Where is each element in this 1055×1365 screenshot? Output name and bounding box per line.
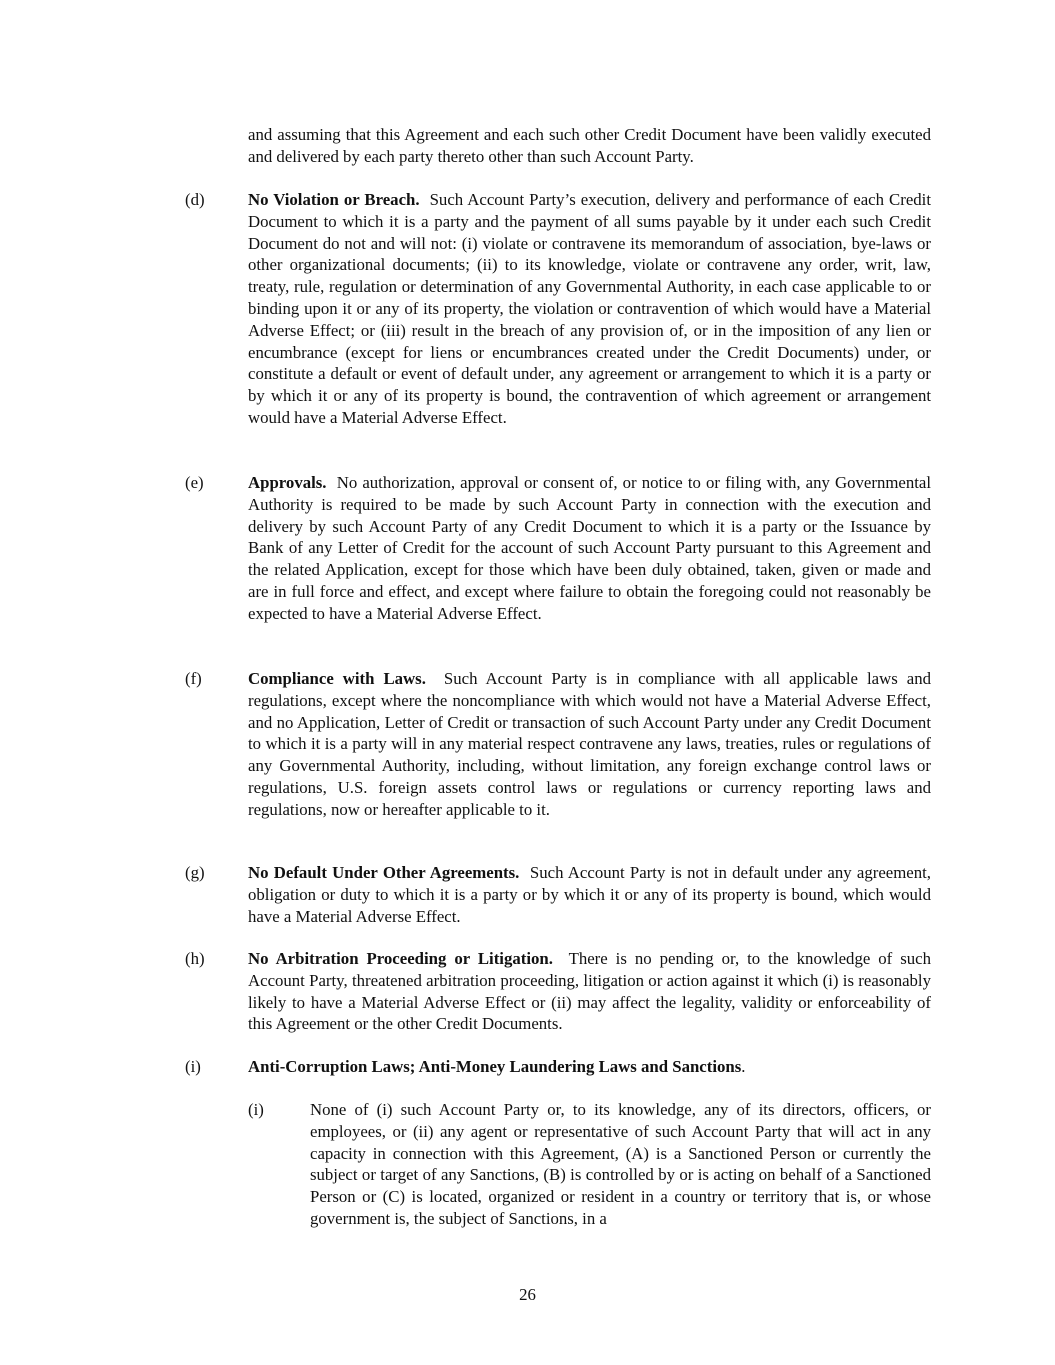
section-g-body: Such Account Party is not in default under any agreement, obligation or duty to which it is a party or by which it or any of its property is bound, which would have a Material Adverse Effect. [248, 863, 932, 926]
section-g-heading: No Default Under Other Agreements. [248, 863, 520, 882]
section-f-heading: Compliance with Laws. [248, 669, 426, 688]
section-label-h: (h) [185, 949, 205, 968]
subsection-i [310, 1099, 931, 1230]
section-label-f: (f) [185, 669, 202, 688]
section-h-body: There is no pending or, to the knowledge of such Account Party, threatened arbitration proceeding, litigation or action against it which (i) is reasonably likely to have a Material Adverse Effect or (ii) may affect the legality, validity or enforceability of this Agreement or the other Credit Documents. [248, 949, 931, 1034]
subsection-i-text: None of (i) such Account Party or, to its knowledge, any of its directors, officers, or employees, or (ii) any agent or representative of such Account Party that will act in any capacity in connection with this Agreement, (A) is a Sanctioned Person or currently the subject or target of any Sanctions, (B) is controlled by or is acting on behalf of a Sanctioned Person or (C) is located, organized or resident in a country or territory that is, or whose government is, the subject of Sanctions, in a [310, 1100, 931, 1228]
section-e-text [248, 472, 931, 625]
section-i-body: . [741, 1057, 746, 1076]
section-i-text [248, 1056, 931, 1078]
section-f-body: Such Account Party is in compliance with all applicable laws and regulations, except where the noncompliance with which would not have a Material Adverse Effect, and no Application, Letter of Credit or transaction of such Account Party under any Credit Document to which it is a party will in any material respect contravene any laws, treaties, rules or regulations of any Governmental Authority, including, without limitation, any foreign exchange control laws or regulations, U.S. foreign assets control laws or regulations or currency reporting laws and regulations, now or hereafter applicable to it. [248, 669, 932, 819]
section-d [248, 189, 931, 429]
section-g-text [248, 862, 931, 927]
section-f [248, 668, 931, 821]
section-e-heading: Approvals. [248, 473, 327, 492]
section-label-i: (i) [185, 1057, 201, 1076]
intro-text: and assuming that this Agreement and each such other Credit Document have been validly executed and delivered by each party thereto other than such Account Party. [248, 125, 931, 166]
page-number: 26 [519, 1285, 536, 1304]
section-i [248, 1056, 931, 1078]
intro-paragraph [248, 124, 931, 168]
subsection-label-i: (i) [248, 1100, 264, 1119]
section-f-text [248, 668, 931, 821]
section-d-body: Such Account Party’s execution, delivery and performance of each Credit Document to which it is a party and the payment of all sums payable by it under each such Credit Document do not and will not: (i) violate or contravene its memorandum of association, bye-laws or other organizational documents; (ii) to its knowledge, violate or contravene any order, writ, law, treaty, rule, regulation or determination of any Governmental Authority, in each case applicable to or binding upon it or any of its property, the violation or contravention of which would have a Material Adverse Effect; or (iii) result in the breach of any provision of, or in the imposition of any lien or encumbrance (except for liens or encumbrances created under the Credit Documents) under, or constitute a default or event of default under, any agreement or arrangement to which it is a party or by which it or any of its property is bound, the contravention of which agreement or arrangement would have a Material Adverse Effect. [248, 190, 931, 427]
section-g [248, 862, 931, 927]
section-h-text [248, 948, 931, 1035]
section-label-g: (g) [185, 863, 205, 882]
section-i-heading: Anti-Corruption Laws; Anti-Money Laundering Laws and Sanctions [248, 1057, 742, 1076]
section-label-d: (d) [185, 190, 205, 209]
section-label-e: (e) [185, 473, 204, 492]
section-h-heading: No Arbitration Proceeding or Litigation. [248, 949, 553, 968]
section-d-heading: No Violation or Breach. [248, 190, 420, 209]
section-e [248, 472, 931, 625]
section-e-body: No authorization, approval or consent of, or notice to or filing with, any Governmental Authority is required to be made by such Account Party in connection with the execution and delivery by such Account Party of any Credit Document to which it is a party or the Issuance by Bank of any Letter of Credit for the account of such Account Party pursuant to this Agreement and the related Application, except for those which have been duly obtained, taken, given or made and are in full force and effect, and except where failure to obtain the foregoing could not reasonably be expected to have a Material Adverse Effect. [248, 473, 931, 623]
section-d-text [248, 189, 931, 429]
section-h [248, 948, 931, 1035]
